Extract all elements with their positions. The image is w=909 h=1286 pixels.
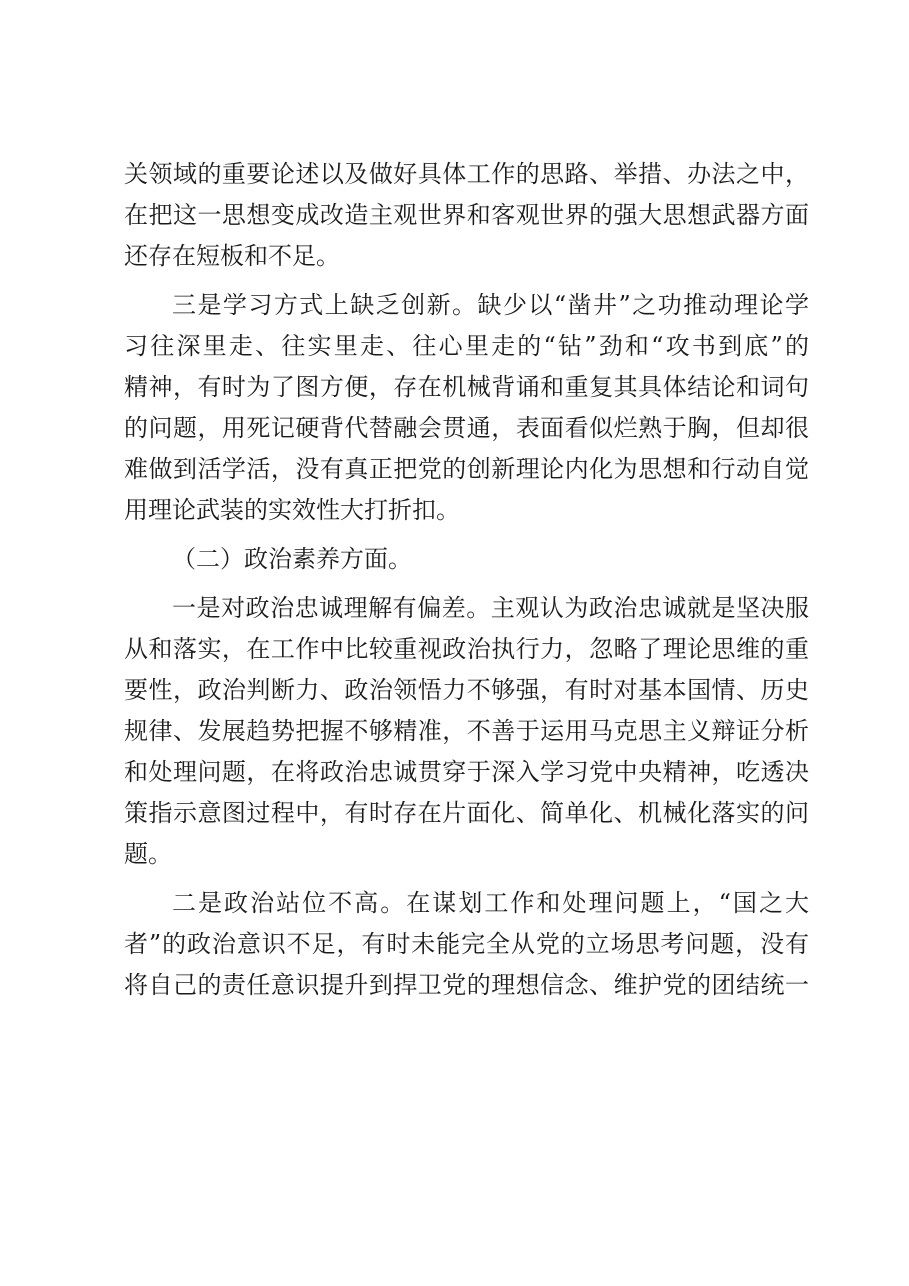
paragraph-3-line-7: 题。 [124,840,172,868]
paragraph-1-line-2: 在把这一思想变成改造主观世界和客观世界的强大思想武器方面 [124,201,809,229]
paragraph-4-line-2: 者”的政治意识不足，有时未能完全从党的立场思考问题，没有 [124,930,809,958]
paragraph-4-line-1: 二是政治站位不高。在谋划工作和处理问题上，“国之大 [172,889,809,917]
paragraph-4-line-3: 将自己的责任意识提升到捍卫党的理想信念、维护党的团结统一 [124,971,809,999]
paragraph-3-line-6: 策指示意图过程中，有时存在片面化、简单化、机械化落实的问 [124,799,809,827]
paragraph-3-line-3: 要性，政治判断力、政治领悟力不够强，有时对基本国情、历史 [124,676,809,704]
paragraph-2-line-3: 精神，有时为了图方便，存在机械背诵和重复其具体结论和词句 [124,373,809,401]
paragraph-2-line-2: 习往深里走、往实里走、往心里走的“钻”劲和“攻书到底”的 [124,332,809,360]
paragraph-2-line-5: 难做到活学活，没有真正把党的创新理论内化为思想和行动自觉 [124,455,809,483]
paragraph-3-line-4: 规律、发展趋势把握不够精准，不善于运用马克思主义辩证分析 [124,717,809,745]
section-heading: （二）政治素养方面。 [172,545,412,573]
paragraph-2-line-4: 的问题，用死记硬背代替融会贯通，表面看似烂熟于胸，但却很 [124,414,809,442]
paragraph-2-line-1: 三是学习方式上缺乏创新。缺少以“凿井”之功推动理论学 [172,291,809,319]
paragraph-3-line-2: 从和落实，在工作中比较重视政治执行力，忽略了理论思维的重 [124,635,809,663]
paragraph-1-line-3: 还存在短板和不足。 [124,242,340,270]
paragraph-1-line-1: 关领域的重要论述以及做好具体工作的思路、举措、办法之中， [124,160,809,188]
document-body [124,154,809,1006]
paragraph-3-line-1: 一是对政治忠诚理解有偏差。主观认为政治忠诚就是坚决服 [172,594,809,622]
paragraph-2-line-6: 用理论武装的实效性大打折扣。 [124,496,460,524]
paragraph-3-line-5: 和处理问题，在将政治忠诚贯穿于深入学习党中央精神，吃透决 [124,758,809,786]
